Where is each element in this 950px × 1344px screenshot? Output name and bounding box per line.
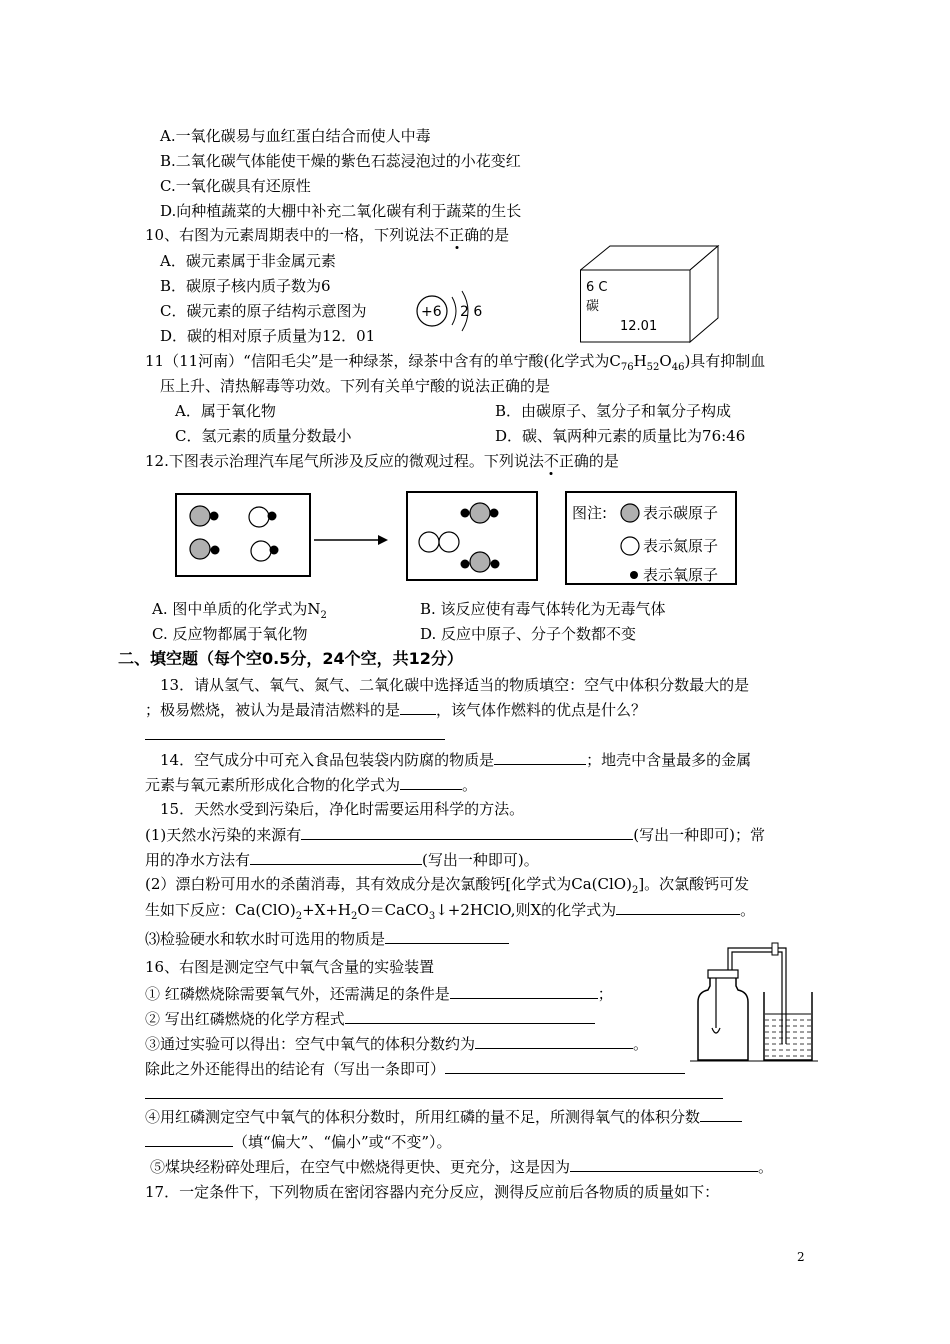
q11-option-c: C．氢元素的质量分数最小	[175, 427, 352, 445]
q13-answer-blank[interactable]	[400, 699, 436, 715]
q11-option-d: D．碳、氧两种元素的质量比为76:46	[495, 427, 746, 445]
q15-pollution-blank[interactable]	[301, 824, 633, 840]
q10-option-d: D．碳的相对原子质量为12．01	[160, 327, 376, 345]
q10-stem: 10、右图为元素周期表中的一格，下列说法不正确的是	[145, 226, 510, 244]
q15-part1b: 用的净水方法有 (写出一种即可)。	[145, 851, 539, 869]
q17-stem: 17．一定条件下，下列物质在密闭容器内充分反应，测得反应前后各物质的质量如下：	[145, 1183, 720, 1201]
q12-option-a: A. 图中单质的化学式为$N_2$	[152, 600, 327, 621]
q16-conclusion-line[interactable]	[145, 1098, 723, 1099]
q16-fraction-blank[interactable]	[475, 1033, 633, 1049]
legend-oxygen: 表示氧原子	[643, 566, 719, 584]
q15-part3: ⑶检验硬水和软水时可选用的物质是	[145, 928, 509, 949]
q16-part4b: （填“偏大”、“偏小”或“不变”）。	[145, 1131, 452, 1152]
q15-hardwater-blank[interactable]	[385, 928, 509, 944]
q13-answer-line[interactable]	[145, 739, 445, 740]
section-heading: 二、填空题（每个空0.5分，24个空，共12分）	[118, 649, 463, 668]
periodic-table-cell	[580, 244, 720, 344]
legend-nitrogen: 表示氮原子	[643, 537, 719, 555]
q11-stem-line1: 11（11河南）“信阳毛尖”是一种绿茶，绿茶中含有的单宁酸(化学式为$C_{76}H_{52}O_{46}$)具有抑制血	[145, 352, 766, 373]
legend-title: 图注:	[572, 504, 608, 522]
page-number: 2	[797, 1250, 805, 1264]
legend-carbon: 表示碳原子	[643, 504, 719, 522]
q12-option-c: C. 反应物都属于氧化物	[152, 625, 308, 643]
q15-part2-line1: (2）漂白粉可用水的杀菌消毒，其有效成分是次氯酸钙[化学式为$Ca(ClO)_2$]。次氯酸钙可发	[145, 875, 750, 896]
q16-equation-blank[interactable]	[345, 1008, 595, 1024]
q9-option-b: B.二氧化碳气体能使干燥的紫色石蕊浸泡过的小花变红	[160, 152, 521, 170]
q15-formula-blank[interactable]	[616, 899, 740, 915]
q16-result-blank-b[interactable]	[145, 1131, 233, 1147]
q15-part2-line2: 生如下反应：$Ca(ClO)_2+X+H_2O=CaCO_3↓+2HClO$,则X的化学式为 。	[145, 901, 756, 922]
q13-line1: 13．请从氢气、氧气、氮气、二氧化碳中选择适当的物质填空：空气中体积分数最大的是	[160, 676, 750, 694]
q12-stem: 12.下图表示治理汽车尾气所涉及反应的微观过程。下列说法不正确的是	[145, 452, 619, 470]
q16-part5: ⑤煤块经粉碎处理后，在空气中燃烧得更快、更充分，这是因为 。	[150, 1158, 774, 1176]
q15-part1: (1)天然水污染的来源有 (写出一种即可)；常	[145, 826, 765, 844]
q11-option-a: A．属于氧化物	[175, 402, 276, 420]
cell-atomic-mass: 12.01	[620, 319, 658, 334]
cell-number-symbol: 6 C	[586, 280, 608, 295]
q14-answer-blank-1[interactable]	[494, 749, 586, 765]
q16-part4: ④用红磷测定空气中氧气的体积分数时，所用红磷的量不足，所测得氧气的体积分数	[145, 1106, 742, 1127]
q14-line2: 元素与氧元素所形成化合物的化学式为 。	[145, 776, 478, 794]
q11-stem-line2: 压上升、清热解毒等功效。下列有关单宁酸的说法正确的是	[160, 377, 551, 395]
q15-purify-blank[interactable]	[250, 849, 422, 865]
q12-option-b: B. 该反应使有毒气体转化为无毒气体	[420, 600, 666, 618]
reaction-micro-diagram	[170, 488, 740, 592]
q9-option-a: A.一氧化碳易与血红蛋白结合而使人中毒	[160, 127, 431, 145]
q16-conclusion-blank[interactable]	[445, 1058, 685, 1074]
q16-part1: ① 红磷燃烧除需要氧气外，还需满足的条件是 ；	[145, 985, 613, 1003]
q16-part2: ② 写出红磷燃烧的化学方程式	[145, 1008, 595, 1029]
q10-option-b: B．碳原子核内质子数为6	[160, 277, 331, 295]
q10-emphasis: 不正确	[434, 226, 480, 244]
q15-stem: 15．天然水受到污染后，净化时需要运用科学的方法。	[160, 800, 525, 818]
q16-part3: ③通过实验可以得出：空气中氧气的体积分数约为 。	[145, 1035, 649, 1053]
q12-option-d: D. 反应中原子、分子个数都不变	[420, 625, 637, 643]
q16-result-blank-a[interactable]	[700, 1106, 742, 1122]
q11-option-b: B．由碳原子、氢分子和氧分子构成	[495, 402, 732, 420]
oxygen-apparatus-diagram	[688, 940, 820, 1062]
q10-option-c: C．碳元素的原子结构示意图为	[160, 302, 367, 320]
q16-reason-blank[interactable]	[570, 1156, 758, 1172]
q9-option-c: C.一氧化碳具有还原性	[160, 177, 311, 195]
q13-line2: ；极易燃烧，被认为是最清洁燃料的是 ，该气体作燃料的优点是什么？	[145, 701, 647, 719]
q16-stem: 16、右图是测定空气中氧气含量的实验装置	[145, 958, 435, 976]
atom-nucleus-label: +6	[421, 304, 442, 320]
cell-element-name: 碳	[586, 299, 600, 314]
carbon-atom-diagram	[414, 287, 494, 337]
q16-condition-blank[interactable]	[450, 983, 598, 999]
q9-option-d: D.向种植蔬菜的大棚中补充二氧化碳有利于蔬菜的生长	[160, 202, 522, 220]
q10-option-a: A．碳元素属于非金属元素	[160, 252, 336, 270]
q14-answer-blank-2[interactable]	[400, 774, 462, 790]
q12-emphasis: 不	[543, 452, 559, 470]
q16-part3b: 除此之外还能得出的结论有（写出一条即可）	[145, 1058, 685, 1079]
q14-line1: 14．空气成分中可充入食品包装袋内防腐的物质是 ；地壳中含量最多的金属	[160, 751, 752, 769]
atom-shell-label: 2 6	[460, 304, 483, 320]
